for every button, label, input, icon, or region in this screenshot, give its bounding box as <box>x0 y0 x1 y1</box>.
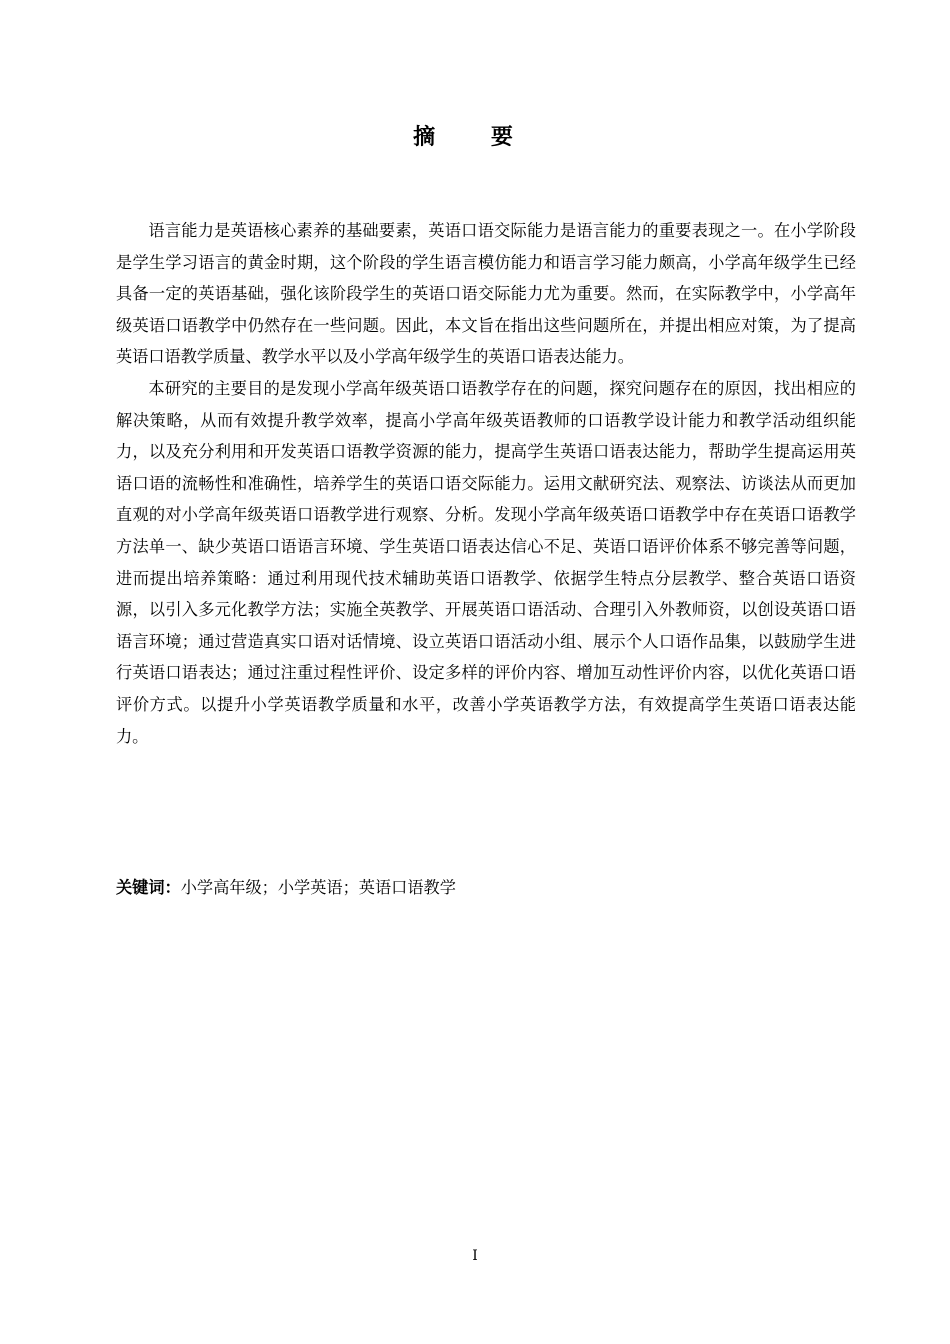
keywords-text: 小学高年级；小学英语；英语口语教学 <box>180 878 456 897</box>
page-title: 摘 要 <box>413 125 537 150</box>
abstract-body <box>116 215 856 752</box>
page-number: I <box>472 1248 478 1264</box>
keywords-line <box>116 872 856 904</box>
keywords-label: 关键词： <box>116 878 181 897</box>
abstract-paragraph-1: 语言能力是英语核心素养的基础要素，英语口语交际能力是语言能力的重要表现之一。在小学阶段是学生学习语言的黄金时期，这个阶段的学生语言模仿能力和语言学习能力颇高，小学高年级学生已经具备一定的英语基础，强化该阶段学生的英语口语交际能力尤为重要。然而，在实际教学中，小学高年级英语口语教学中仍然存在一些问题。因此，本文旨在指出这些问题所在，并提出相应对策，为了提高英语口语教学质量、教学水平以及小学高年级学生的英语口语表达能力。 <box>116 221 856 367</box>
abstract-paragraph-2: 本研究的主要目的是发现小学高年级英语口语教学存在的问题，探究问题存在的原因，找出相应的解决策略，从而有效提升教学效率，提高小学高年级英语教师的口语教学设计能力和教学活动组织能力，以及充分利用和开发英语口语教学资源的能力，提高学生英语口语表达能力，帮助学生提高运用英语口语的流畅性和准确性，培养学生的英语口语交际能力。运用文献研究法、观察法、访谈法从而更加直观的对小学高年级英语口语教学进行观察、分析。发现小学高年级英语口语教学中存在英语口语教学方法单一、缺少英语口语语言环境、学生英语口语表达信心不足、英语口语评价体系不够完善等问题，进而提出培养策略：通过利用现代技术辅助英语口语教学、依据学生特点分层教学、整合英语口语资源，以引入多元化教学方法；实施全英教学、开展英语口语活动、合理引入外教师资，以创设英语口语语言环境；通过营造真实口语对话情境、设立英语口语活动小组、展示个人口语作品集，以鼓励学生进行英语口语表达；通过注重过程性评价、设定多样的评价内容、增加互动性评价内容，以优化英语口语评价方式。以提升小学英语教学质量和水平，改善小学英语教学方法，有效提高学生英语口语表达能力。 <box>116 378 856 746</box>
